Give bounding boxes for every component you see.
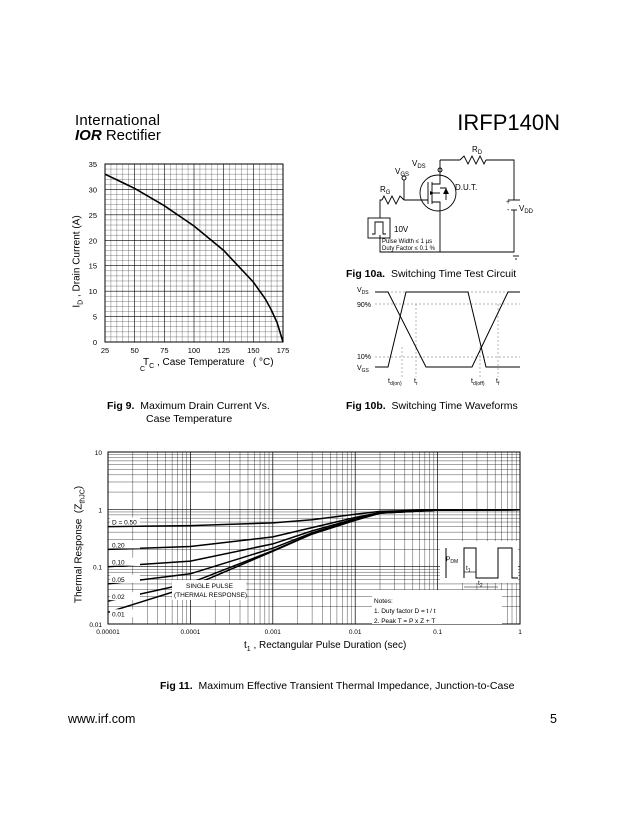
fig9-ylabel: $I_D$ , Drain Current (A) [71,215,85,308]
fig10a-vds: $V_{DS}$ [412,159,426,170]
fig11-ylabel: Thermal Response $(Z_{thJC})$ [73,485,87,604]
part-number: IRFP140N [457,110,560,135]
fig10b-vds: $V_{DS}$ [357,287,369,296]
fig11-series-label: 0.05 [112,576,125,584]
brand-logo [75,127,161,144]
fig9-xtick-label: 100 [187,346,201,355]
fig10a-pulse-v: 10V [394,225,409,234]
fig9-xtick-label: 25 [100,346,110,355]
fig11-series-label: D = 0.50 [112,519,137,527]
fig9-xtick-label: 125 [217,346,230,355]
fig10a-vgs: $V_{GS}$ [395,167,410,178]
fig10a-pulse-width: Pulse Width ≤ 1 µs [382,239,433,245]
fig11-series-label: 0.20 [112,542,125,550]
fig9-ytick-label: 15 [88,261,97,271]
fig10a-vdd-sign: + [506,199,511,206]
fig9-ytick-label: 25 [88,210,97,220]
fig11-ytick-label: 0.1 [92,564,102,572]
fig10b-vgs: $V_{GS}$ [357,365,369,374]
fig10a-dut: D.U.T. [455,183,478,192]
notes-title: Notes: [374,598,393,605]
diode-icon [443,188,449,194]
fig10b-tdoff: $t_{d(off)}$ [471,378,485,387]
brand-rectifier: Rectifier [105,127,161,144]
fig11-caption: Fig 11. Maximum Effective Transient Thermal Impedance, Junction-to-Case [160,680,515,692]
fig9-xtick-label: 150 [247,346,260,355]
fig11-xtick-label: 1 [518,629,522,636]
fig11-xlabel: $t_1$ , Rectangular Pulse Duration (sec) [244,640,407,653]
fig9-ytick-label: 5 [92,312,97,322]
ior-logo: IOR [75,127,102,144]
fig10b-tdon: $t_{d(on)}$ [388,378,402,387]
fig10a-vdd: $V_{DD}$ [519,204,534,215]
fig10a-caption: Fig 10a. Switching Time Test Circuit [346,268,517,280]
fig10b-10: 10% [357,354,372,361]
fig9-xtick-label: 175 [276,346,290,355]
fig11-ytick-label: 1 [98,507,102,515]
fig11-xtick-label: 0.1 [433,629,443,636]
fig11-series-label: 0.10 [112,559,125,567]
page-number: 5 [550,712,557,726]
fig11-ytick-label: 10 [94,450,102,457]
fig9-chart [60,150,300,380]
fig11-xtick-label: 0.001 [264,629,281,636]
fig11-chart [60,440,540,650]
fig9-xtick-label: 75 [160,346,169,355]
fig9-xlabel-text: $T_C$ , Case Temperature ( °C) [143,357,274,370]
fig11-series-label: 0.01 [112,611,125,619]
fig10b-90: 90% [357,302,372,309]
fig9-xtick-label: 50 [130,346,139,355]
fig10a-duty-factor: Duty Factor ≤ 0.1 % [382,246,435,252]
t2-label: $t_2$ [478,580,483,589]
fig9-caption: Fig 9. Maximum Drain Current Vs. [107,400,270,412]
fig10a-vdd-minus: - [507,207,510,214]
fig10a-circuit [340,140,540,270]
note-2: 2. Peak T = P x Z + T [374,618,436,625]
brand-name: International [75,112,161,129]
fig10a-rg: $R_G$ [380,185,391,196]
fig11-ytick-label: 0.01 [89,622,102,629]
fig10b-tf: $t_f$ [496,378,500,387]
pdm-label: $P_{DM}$ [446,556,459,565]
fig11-xtick-label: 0.01 [348,629,362,636]
single-pulse-label: SINGLE PULSE [186,583,233,590]
fig11-series-label: 0.02 [112,594,125,602]
thermal-response-label: (THERMAL RESPONSE) [174,592,248,599]
fig10a-rd: $R_D$ [472,145,483,156]
t1-label: $t_1$ [466,565,471,574]
fig11-xtick-label: 0.0001 [180,629,201,636]
footer-url[interactable]: www.irf.com [68,712,136,726]
fig9-ytick-label: 30 [88,185,97,195]
fig10b-waveforms [340,282,540,387]
fig9-ytick-label: 20 [88,236,97,246]
fig10b-caption: Fig 10b. Switching Time Waveforms [346,400,518,412]
note-1: 1. Duty factor D = t / t [374,608,436,615]
fig9-xlabel: C [140,366,146,373]
fig9-ytick-label: 0 [92,338,97,347]
fig10b-tr: $t_r$ [414,378,418,387]
fig9-ytick-label: 35 [88,160,97,169]
fig11-xtick-label: 0.00001 [96,629,120,636]
fig9-caption-line2: Case Temperature [146,413,233,425]
fig9-ytick-label: 10 [88,287,97,297]
